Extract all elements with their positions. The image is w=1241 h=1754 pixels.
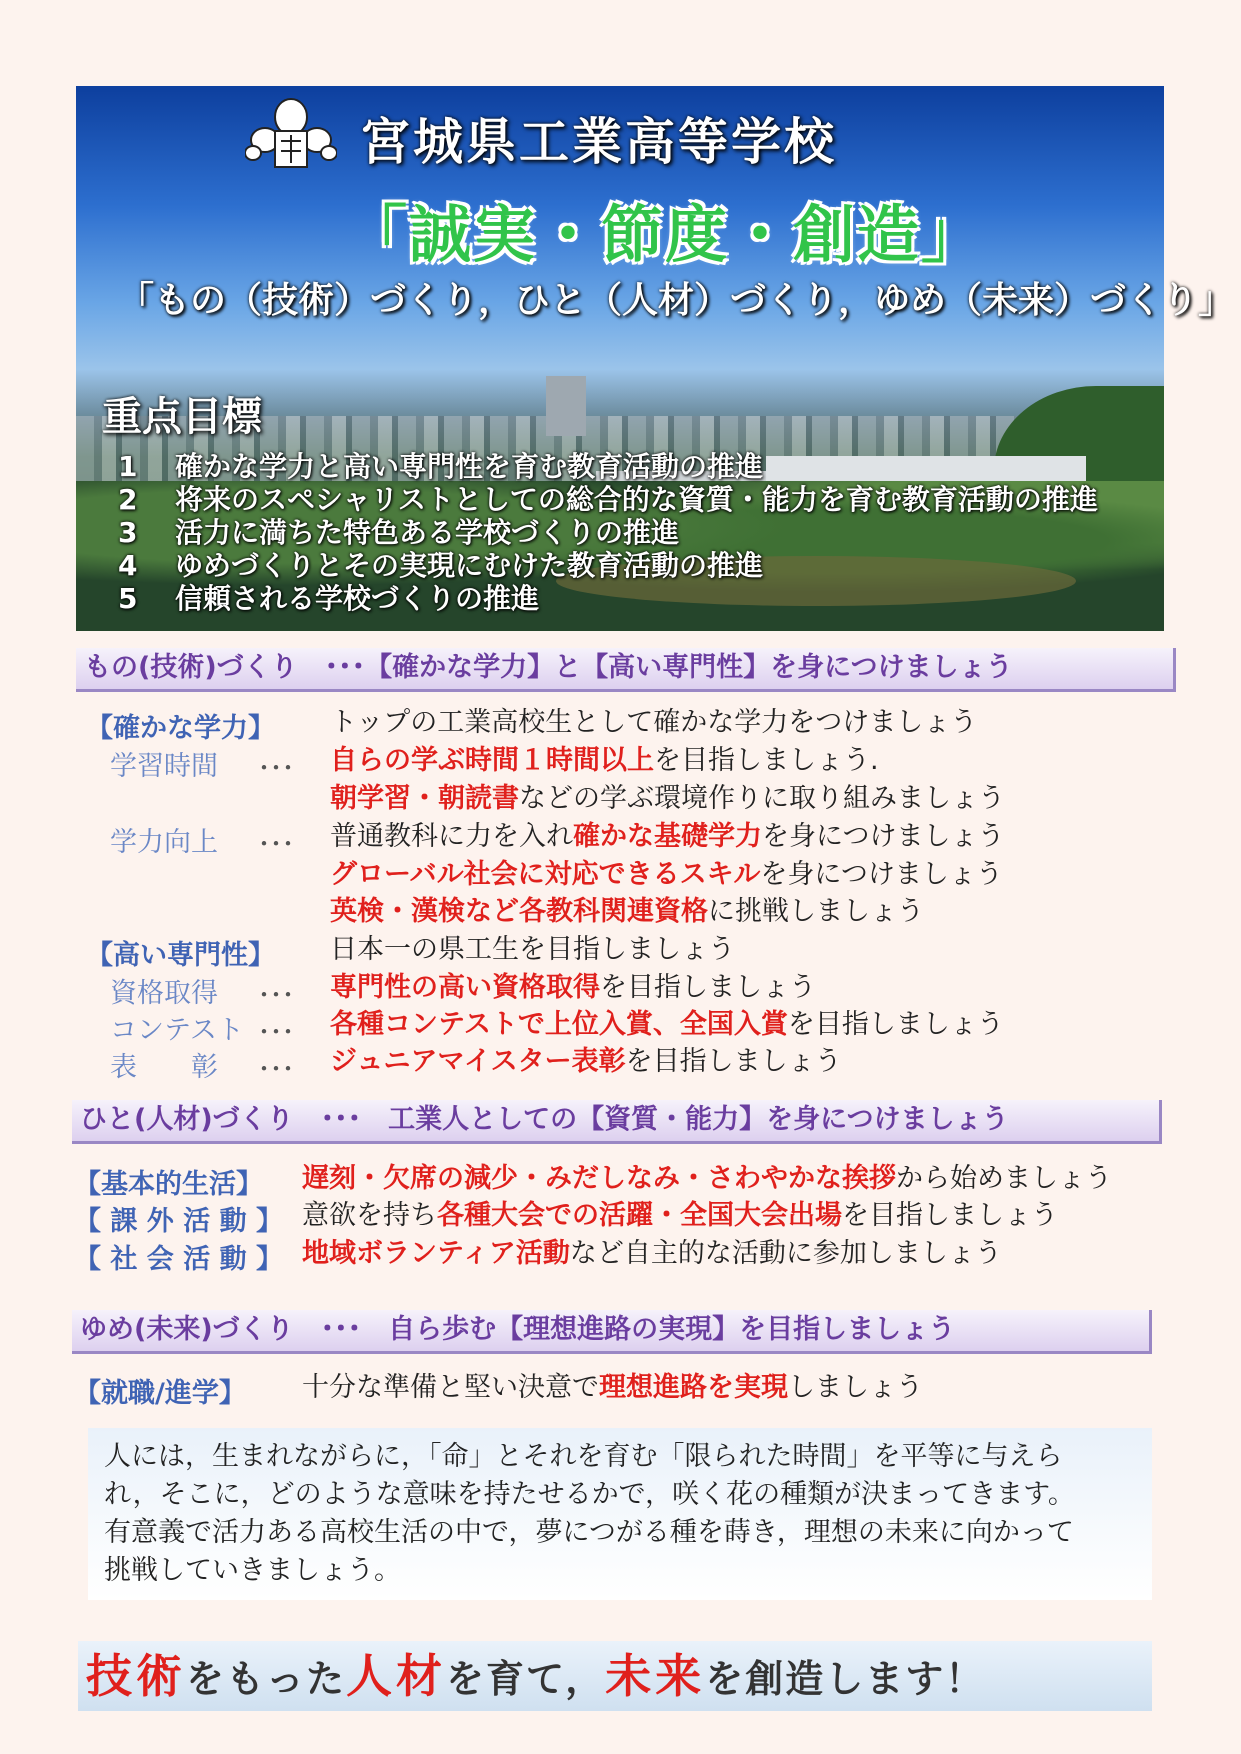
text: を身につけましょう — [762, 821, 1005, 852]
school-slogan: 「もの（技術）づくり，ひと（人材）づくり，ゆめ（未来）づくり」 — [118, 280, 1235, 321]
shikaku-text — [330, 969, 816, 1006]
section-heading-yume: ゆめ(未来)づくり ･･･ 自ら歩む【理想進路の実現】を目指しましょう — [72, 1310, 1152, 1354]
asa-text — [330, 780, 1005, 817]
message-line: 人には，生まれながらに，「命」とそれを育む「限られた時間」を平等に与えら — [104, 1441, 1063, 1472]
goals-list — [118, 445, 1098, 615]
highlight: 朝学習・朝読書 — [330, 783, 519, 814]
list-item — [118, 478, 1098, 516]
highlight: ジュニアマイスター表彰 — [330, 1046, 626, 1077]
text: を目指しましょう — [600, 972, 816, 1003]
jikan-text — [330, 742, 879, 779]
tagline-word: 未来 — [605, 1649, 706, 1703]
highlight: 各種コンテストで上位入賞、全国入賞 — [330, 1009, 788, 1040]
gakuryoku-text — [330, 704, 977, 741]
text: を目指しましょう — [625, 1046, 842, 1077]
highlight: 遅刻・欠席の減少・みだしなみ・さわやかな挨拶 — [302, 1163, 896, 1194]
tagline — [78, 1641, 1152, 1711]
label-shinro: 【就職/進学】 — [74, 1378, 246, 1409]
kihon-text — [302, 1160, 1112, 1197]
global-text — [330, 856, 1003, 893]
text: から始めましょう — [896, 1163, 1112, 1194]
goal-text: 信頼される学校づくりの推進 — [175, 582, 540, 615]
text: 意欲を持ち — [302, 1200, 437, 1231]
label-kagai: 【 課 外 活 動 】 — [74, 1206, 283, 1237]
senmon-text — [330, 931, 735, 968]
highlight: 理想進路を実現 — [599, 1372, 788, 1403]
tagline-text: を創造します！ — [705, 1657, 986, 1701]
highlight: 英検・漢検など各教科関連資格 — [330, 896, 708, 927]
text: 普通教科に力を入れ — [330, 821, 573, 852]
goal-text: 確かな学力と高い専門性を育む教育活動の推進 — [175, 450, 764, 483]
message-line: 有意義で活力ある高校生活の中で，夢につがる種を蒔き，理想の未来に向かって — [104, 1517, 1074, 1548]
label-contest: コンテスト — [110, 1015, 244, 1046]
goal-number: 5 — [118, 582, 138, 615]
message-line: 挑戦していきましょう。 — [104, 1555, 401, 1586]
eiken-text — [330, 893, 924, 930]
label-jikan: 学習時間 — [110, 751, 218, 782]
label-kihon: 【基本的生活】 — [74, 1169, 263, 1200]
shinro-text — [302, 1369, 923, 1406]
goal-text: ゆめづくりとその実現にむけた教育活動の推進 — [175, 549, 764, 582]
text: を目指しましょう — [787, 1009, 1004, 1040]
goals-title: 重点目標 — [102, 394, 262, 440]
text: に挑戦しましょう — [708, 896, 924, 927]
tower-building — [546, 376, 586, 436]
list-item — [118, 544, 1098, 582]
list-item — [118, 445, 1098, 483]
highlight: 専門性の高い資格取得 — [330, 972, 600, 1003]
message-box — [88, 1428, 1152, 1600]
text: を目指しましょう. — [654, 745, 879, 776]
goal-number: 4 — [118, 549, 138, 582]
label-shakai: 【 社 会 活 動 】 — [74, 1244, 283, 1275]
text: などの学ぶ環境作りに取り組みましょう — [519, 783, 1005, 814]
section-heading-hito: ひと(人材)づくり ･･･ 工業人としての【資質・能力】を身につけましょう — [72, 1100, 1162, 1144]
highlight: 確かな基礎学力 — [573, 821, 762, 852]
label-koujou: 学力向上 — [110, 827, 218, 858]
goal-text: 活力に満ちた特色ある学校づくりの推進 — [175, 516, 680, 549]
highlight: 各種大会での活躍・全国大会出場 — [437, 1200, 842, 1231]
tagline-text: をもった — [186, 1657, 347, 1701]
school-name: 宮城県工業高等学校 — [360, 113, 837, 171]
text: 十分な準備と堅い決意で — [302, 1372, 599, 1403]
label-senmon: 【高い専門性】 — [86, 940, 275, 971]
text: を目指しましょう — [842, 1200, 1058, 1231]
text: など自主的な活動に参加しましょう — [569, 1238, 1002, 1269]
contest-text — [330, 1006, 1004, 1043]
goal-text: 将来のスペシャリストとしての総合的な資質・能力を育む教育活動の推進 — [175, 483, 1098, 516]
shakai-text — [302, 1235, 1002, 1272]
dots: ･･･ — [258, 981, 294, 1009]
school-crest-icon — [245, 95, 337, 175]
tagline-word: 技術 — [86, 1649, 186, 1703]
highlight: グローバル社会に対応できるスキル — [330, 859, 761, 890]
koujou-text — [330, 818, 1004, 855]
text: 日本一の県工生を目指しましょう — [330, 934, 735, 965]
highlight: 自らの学ぶ時間１時間以上 — [330, 745, 654, 776]
text: しましょう — [788, 1372, 923, 1403]
kagai-text — [302, 1197, 1058, 1234]
goal-number: 3 — [118, 516, 138, 549]
label-hyosho: 表 彰 — [110, 1052, 218, 1083]
dots: ･･･ — [258, 1055, 294, 1083]
goal-number: 2 — [118, 483, 138, 516]
label-shikaku: 資格取得 — [110, 978, 218, 1009]
label-gakuryoku: 【確かな学力】 — [86, 713, 275, 744]
goal-number: 1 — [118, 450, 138, 483]
text: トップの工業高校生として確かな学力をつけましょう — [330, 707, 978, 738]
hyosho-text — [330, 1043, 842, 1080]
highlight: 地域ボランティア活動 — [302, 1238, 570, 1269]
tagline-word: 人材 — [346, 1649, 447, 1703]
dots: ･･･ — [258, 830, 294, 858]
section-heading-mono: もの(技術)づくり ･･･【確かな学力】と【高い専門性】を身につけましょう — [76, 648, 1176, 692]
dots: ･･･ — [258, 1018, 294, 1046]
tagline-text: を育て， — [446, 1657, 606, 1701]
message-line: れ，そこに，どのような意味を持たせるかで，咲く花の種類が決まってきます。 — [104, 1479, 1075, 1510]
school-motto: 「誠実・節度・創造」 — [345, 198, 986, 271]
text: を身につけましょう — [760, 859, 1003, 890]
dots: ･･･ — [258, 754, 294, 782]
